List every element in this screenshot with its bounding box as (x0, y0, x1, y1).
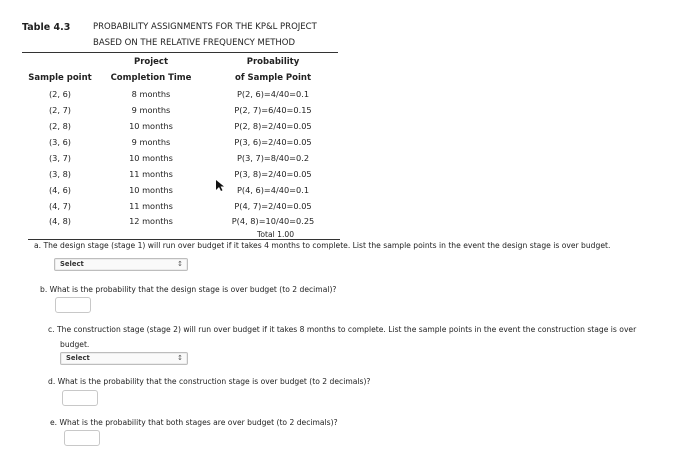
header-completion-line1: Project (133, 57, 169, 67)
cell-sample-point: (3, 6) (48, 137, 71, 147)
mouse-pointer-icon (216, 180, 225, 192)
cell-completion-time: 8 months (131, 89, 171, 99)
question-c-text-line1: c. The construction stage (stage 2) will run over budget if it takes 8 months to complete. List the sample points in the event the construction stage is over (48, 325, 637, 334)
cell-sample-point: (2, 7) (48, 105, 71, 115)
cell-completion-time: 11 months (129, 169, 173, 179)
select-label: Select (66, 354, 90, 362)
question-a-text: a. The design stage (stage 1) will run over budget if it takes 4 months to complete. List the sample points in the event the design stage is over budget. (34, 241, 611, 250)
cell-sample-point: (2, 6) (48, 89, 71, 99)
cell-sample-point: (4, 7) (48, 201, 71, 211)
question-b-answer-input[interactable] (55, 297, 91, 313)
cell-probability: P(4, 7)=2/40=0.05 (234, 201, 312, 211)
header-probability-line1: Probability (246, 57, 300, 67)
cell-completion-time: 10 months (129, 153, 173, 163)
cell-probability: P(3, 8)=2/40=0.05 (234, 169, 312, 179)
question-c-text-line2: budget. (60, 340, 90, 349)
cell-sample-point: (3, 7) (48, 153, 71, 163)
cell-probability: P(4, 6)=4/40=0.1 (236, 185, 310, 195)
table-title-line1: PROBABILITY ASSIGNMENTS FOR THE KP&L PROJECT (93, 22, 317, 32)
cell-completion-time: 10 months (129, 185, 173, 195)
cell-completion-time: 10 months (129, 121, 173, 131)
cell-sample-point: (4, 6) (48, 185, 71, 195)
header-probability-line2: of Sample Point (234, 73, 312, 83)
select-label: Select (60, 260, 84, 268)
table-bottom-rule (28, 239, 340, 240)
table-title-line2: BASED ON THE RELATIVE FREQUENCY METHOD (93, 38, 296, 48)
cell-sample-point: (3, 8) (48, 169, 71, 179)
question-a-select[interactable] (54, 258, 188, 271)
question-d-answer-input[interactable] (62, 390, 98, 406)
header-completion-line2: Completion Time (110, 73, 192, 83)
cell-probability: P(4, 8)=10/40=0.25 (231, 216, 315, 226)
question-d-text: d. What is the probability that the construction stage is over budget (to 2 decimals)? (48, 377, 371, 386)
table-total: Total 1.00 (257, 230, 295, 239)
cell-probability: P(3, 7)=8/40=0.2 (236, 153, 310, 163)
cell-sample-point: (2, 8) (48, 121, 71, 131)
table-top-rule (22, 52, 338, 53)
cell-probability: P(2, 8)=2/40=0.05 (234, 121, 312, 131)
cell-completion-time: 11 months (129, 201, 173, 211)
table-tag: Table 4.3 (22, 22, 71, 33)
question-c-select[interactable] (60, 352, 188, 365)
cell-completion-time: 9 months (131, 105, 171, 115)
question-b-text: b. What is the probability that the design stage is over budget (to 2 decimal)? (40, 285, 337, 294)
cell-probability: P(3, 6)=2/40=0.05 (234, 137, 312, 147)
select-arrows-icon: ↕ (177, 354, 183, 362)
cell-completion-time: 12 months (129, 216, 173, 226)
cell-probability: P(2, 6)=4/40=0.1 (236, 89, 310, 99)
question-e-answer-input[interactable] (64, 430, 100, 446)
cell-sample-point: (4, 8) (48, 216, 71, 226)
cell-probability: P(2, 7)=6/40=0.15 (234, 105, 312, 115)
select-arrows-icon: ↕ (177, 260, 183, 268)
question-e-text: e. What is the probability that both stages are over budget (to 2 decimals)? (50, 418, 338, 427)
header-sample-point: Sample point (28, 73, 92, 83)
cell-completion-time: 9 months (131, 137, 171, 147)
